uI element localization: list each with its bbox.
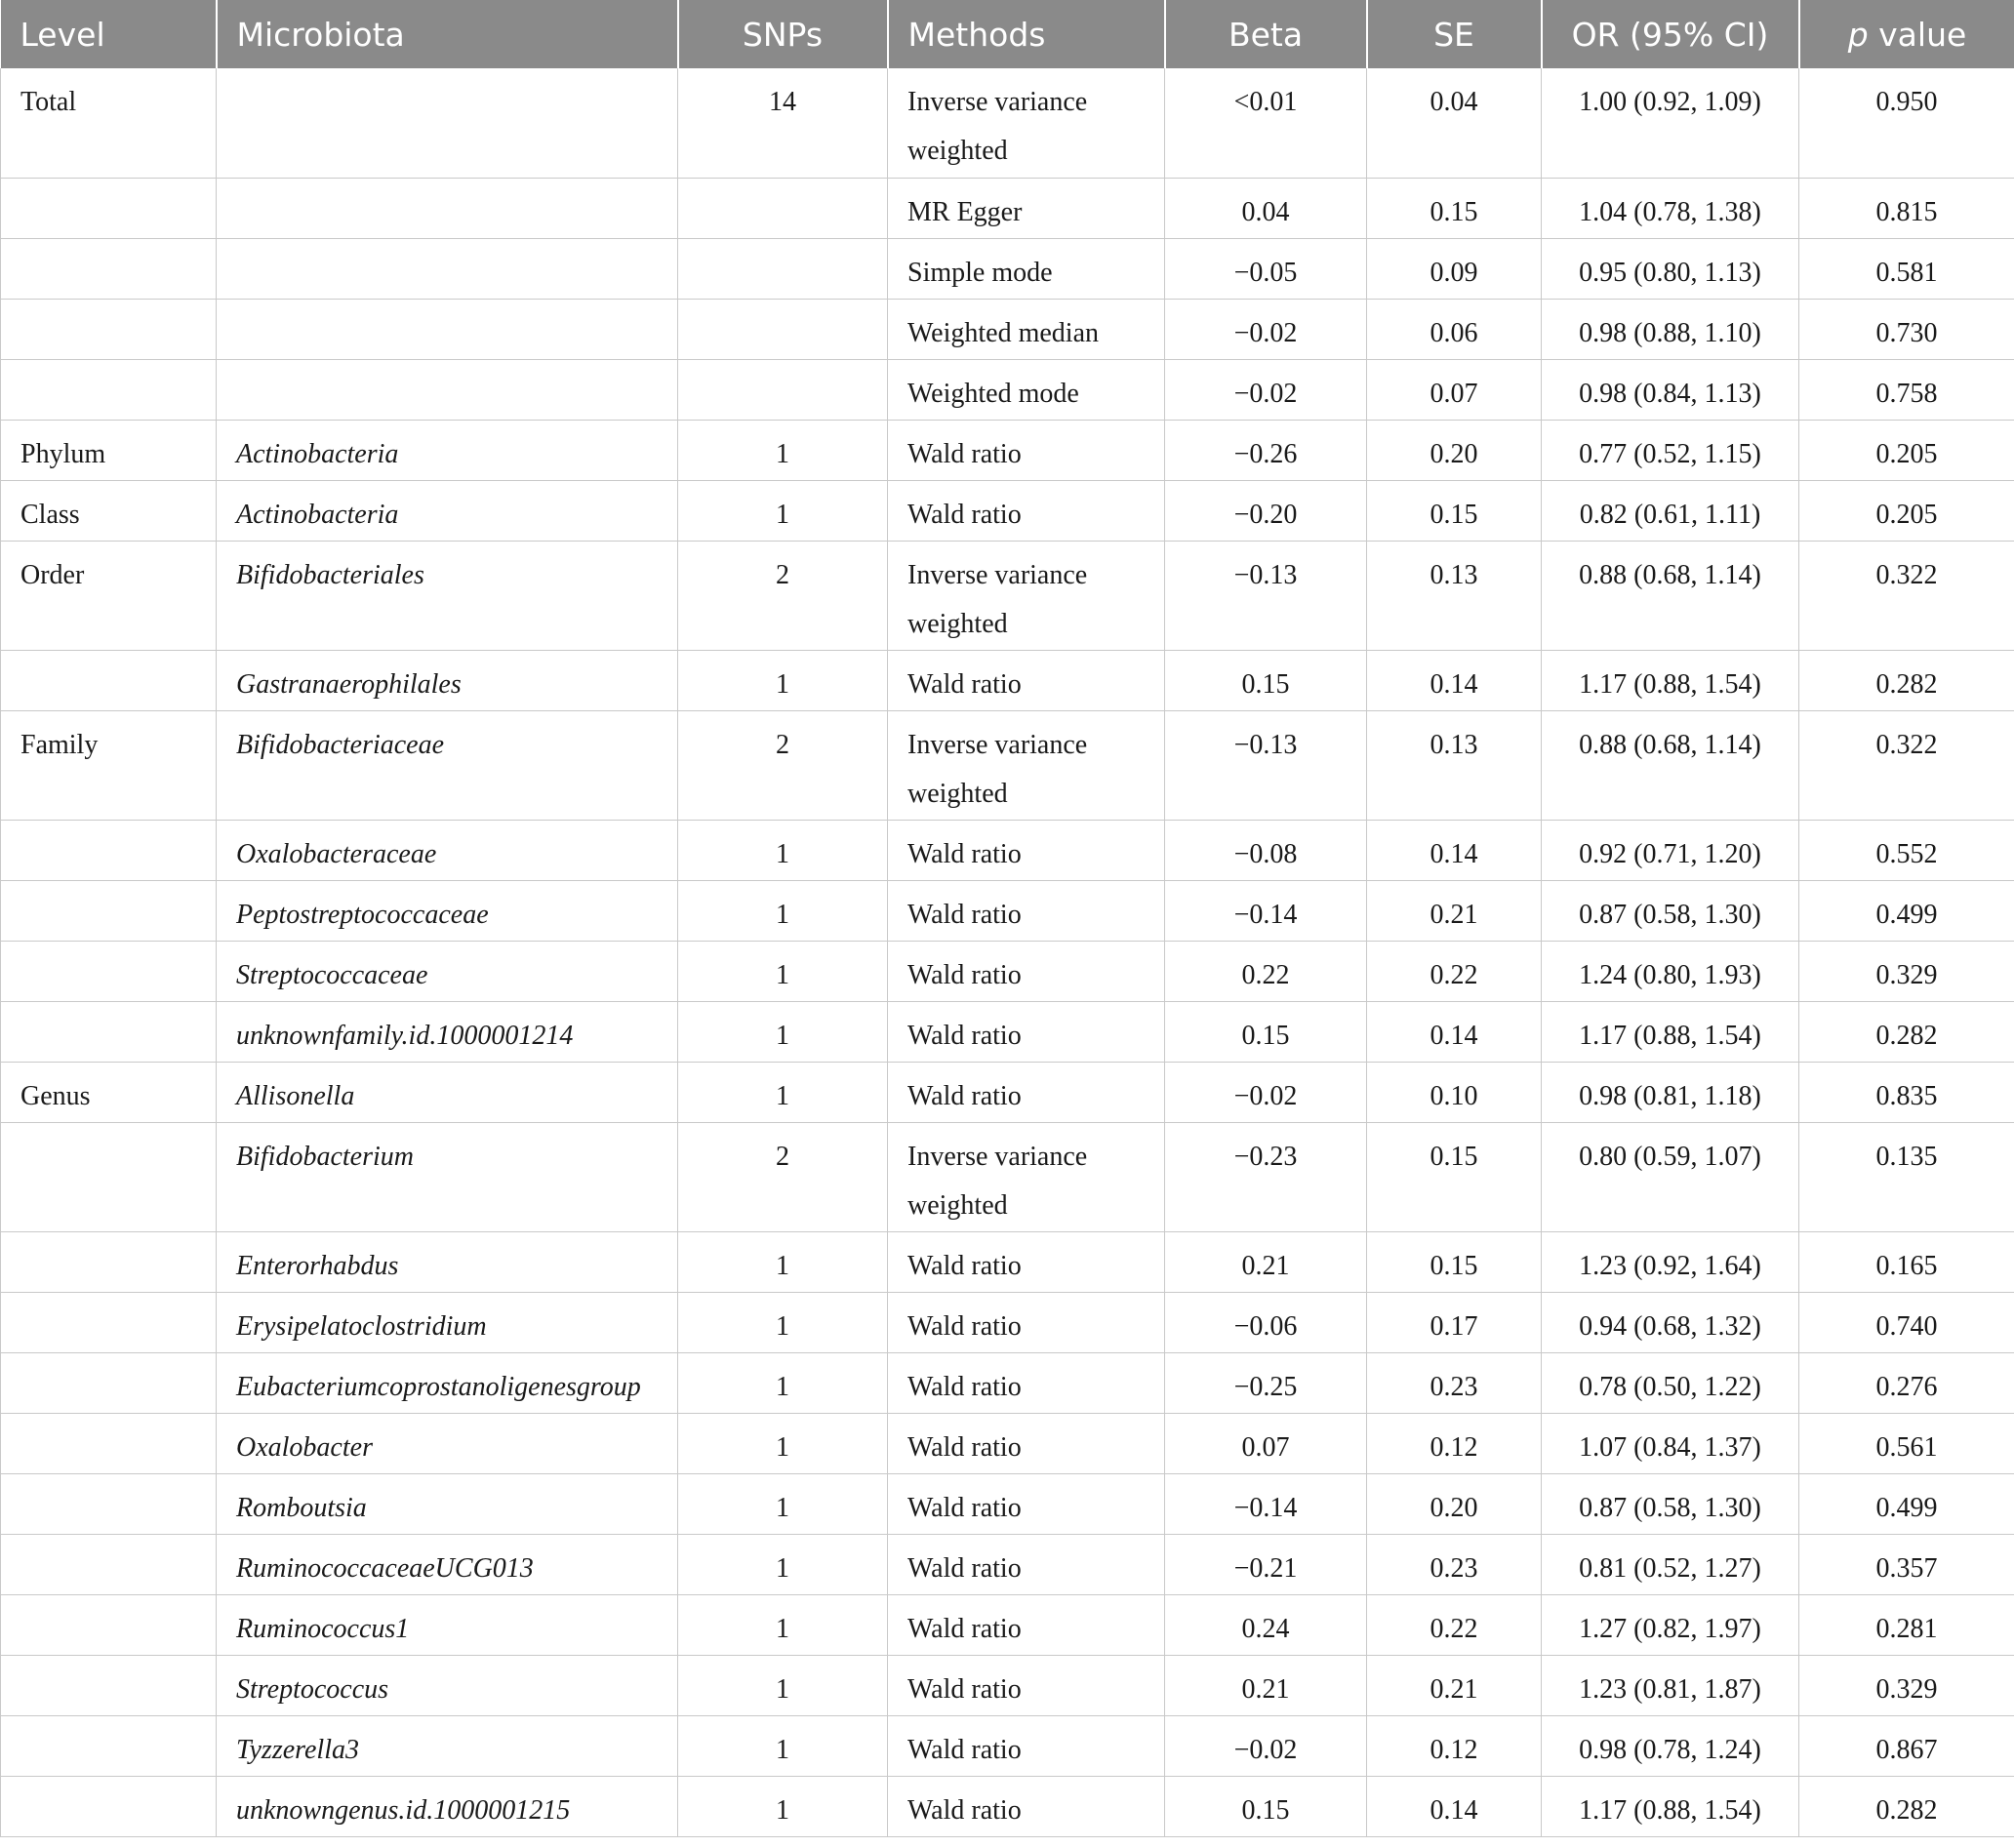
cell-se: 0.12 bbox=[1367, 1715, 1542, 1776]
cell-level: Family bbox=[1, 710, 217, 820]
table-row bbox=[1, 359, 2014, 420]
table-row bbox=[1, 420, 2014, 480]
cell-microbiota: Streptococcaceae bbox=[217, 941, 678, 1001]
cell-se: 0.21 bbox=[1367, 1655, 1542, 1715]
cell-or: 1.00 (0.92, 1.09) bbox=[1542, 68, 1799, 178]
cell-snps: 1 bbox=[678, 480, 888, 541]
table-row bbox=[1, 299, 2014, 359]
cell-microbiota: Bifidobacterium bbox=[217, 1122, 678, 1231]
table-row bbox=[1, 650, 2014, 710]
cell-se: 0.14 bbox=[1367, 650, 1542, 710]
cell-level bbox=[1, 1292, 217, 1352]
cell-snps: 1 bbox=[678, 1413, 888, 1473]
cell-or: 0.98 (0.88, 1.10) bbox=[1542, 299, 1799, 359]
cell-or: 0.98 (0.78, 1.24) bbox=[1542, 1715, 1799, 1776]
cell-method: Wald ratio bbox=[888, 1413, 1165, 1473]
cell-p-value: 0.867 bbox=[1799, 1715, 2014, 1776]
cell-se: 0.14 bbox=[1367, 1001, 1542, 1062]
cell-beta: −0.02 bbox=[1165, 299, 1367, 359]
table-row bbox=[1, 1122, 2014, 1231]
cell-beta: −0.08 bbox=[1165, 820, 1367, 880]
cell-level bbox=[1, 359, 217, 420]
cell-beta: −0.02 bbox=[1165, 1715, 1367, 1776]
cell-snps: 1 bbox=[678, 880, 888, 941]
header-beta: Beta bbox=[1165, 0, 1367, 68]
table-row bbox=[1, 820, 2014, 880]
cell-p-value: 0.835 bbox=[1799, 1062, 2014, 1122]
cell-p-value: 0.730 bbox=[1799, 299, 2014, 359]
cell-or: 0.95 (0.80, 1.13) bbox=[1542, 238, 1799, 299]
cell-level: Total bbox=[1, 68, 217, 178]
cell-microbiota: Oxalobacter bbox=[217, 1413, 678, 1473]
table-row bbox=[1, 1231, 2014, 1292]
header-level: Level bbox=[1, 0, 217, 68]
cell-method: MR Egger bbox=[888, 178, 1165, 238]
cell-microbiota: unknownfamily.id.1000001214 bbox=[217, 1001, 678, 1062]
cell-level: Genus bbox=[1, 1062, 217, 1122]
cell-or: 0.81 (0.52, 1.27) bbox=[1542, 1534, 1799, 1594]
cell-microbiota: Romboutsia bbox=[217, 1473, 678, 1534]
cell-method: Wald ratio bbox=[888, 880, 1165, 941]
cell-level bbox=[1, 178, 217, 238]
cell-level bbox=[1, 1715, 217, 1776]
cell-or: 0.88 (0.68, 1.14) bbox=[1542, 541, 1799, 650]
cell-beta: −0.14 bbox=[1165, 880, 1367, 941]
cell-p-value: 0.329 bbox=[1799, 1655, 2014, 1715]
cell-p-value: 0.561 bbox=[1799, 1413, 2014, 1473]
cell-se: 0.15 bbox=[1367, 480, 1542, 541]
cell-microbiota: Enterorhabdus bbox=[217, 1231, 678, 1292]
cell-snps: 14 bbox=[678, 68, 888, 178]
header-snps: SNPs bbox=[678, 0, 888, 68]
cell-or: 0.98 (0.81, 1.18) bbox=[1542, 1062, 1799, 1122]
cell-se: 0.20 bbox=[1367, 1473, 1542, 1534]
cell-or: 0.92 (0.71, 1.20) bbox=[1542, 820, 1799, 880]
cell-level bbox=[1, 820, 217, 880]
cell-microbiota: Ruminococcus1 bbox=[217, 1594, 678, 1655]
cell-beta: 0.24 bbox=[1165, 1594, 1367, 1655]
cell-method: Wald ratio bbox=[888, 1352, 1165, 1413]
cell-beta: −0.13 bbox=[1165, 710, 1367, 820]
cell-se: 0.20 bbox=[1367, 420, 1542, 480]
cell-microbiota: Eubacteriumcoprostanoligenesgroup bbox=[217, 1352, 678, 1413]
cell-or: 0.80 (0.59, 1.07) bbox=[1542, 1122, 1799, 1231]
cell-se: 0.15 bbox=[1367, 178, 1542, 238]
cell-level bbox=[1, 1776, 217, 1836]
cell-or: 0.78 (0.50, 1.22) bbox=[1542, 1352, 1799, 1413]
table-row bbox=[1, 1594, 2014, 1655]
cell-level bbox=[1, 1655, 217, 1715]
cell-beta: −0.14 bbox=[1165, 1473, 1367, 1534]
cell-microbiota bbox=[217, 178, 678, 238]
cell-p-value: 0.552 bbox=[1799, 820, 2014, 880]
cell-se: 0.12 bbox=[1367, 1413, 1542, 1473]
cell-method: Wald ratio bbox=[888, 650, 1165, 710]
cell-snps: 2 bbox=[678, 541, 888, 650]
cell-snps: 1 bbox=[678, 1776, 888, 1836]
cell-method: Wald ratio bbox=[888, 1655, 1165, 1715]
cell-microbiota: Actinobacteria bbox=[217, 420, 678, 480]
cell-beta: −0.02 bbox=[1165, 1062, 1367, 1122]
table-row bbox=[1, 1413, 2014, 1473]
cell-microbiota: Bifidobacteriaceae bbox=[217, 710, 678, 820]
table-row bbox=[1, 710, 2014, 820]
cell-p-value: 0.282 bbox=[1799, 1776, 2014, 1836]
cell-beta: −0.25 bbox=[1165, 1352, 1367, 1413]
cell-se: 0.15 bbox=[1367, 1231, 1542, 1292]
cell-microbiota bbox=[217, 299, 678, 359]
cell-snps: 1 bbox=[678, 1534, 888, 1594]
cell-level: Class bbox=[1, 480, 217, 541]
cell-p-value: 0.322 bbox=[1799, 710, 2014, 820]
table-row bbox=[1, 68, 2014, 178]
cell-or: 1.04 (0.78, 1.38) bbox=[1542, 178, 1799, 238]
cell-or: 0.87 (0.58, 1.30) bbox=[1542, 1473, 1799, 1534]
table-row bbox=[1, 238, 2014, 299]
cell-snps bbox=[678, 238, 888, 299]
cell-or: 1.24 (0.80, 1.93) bbox=[1542, 941, 1799, 1001]
header-row bbox=[1, 0, 2014, 68]
cell-se: 0.06 bbox=[1367, 299, 1542, 359]
header-p-rest: value bbox=[1868, 15, 1967, 54]
cell-or: 0.82 (0.61, 1.11) bbox=[1542, 480, 1799, 541]
cell-microbiota: Erysipelatoclostridium bbox=[217, 1292, 678, 1352]
cell-snps: 1 bbox=[678, 1655, 888, 1715]
cell-p-value: 0.282 bbox=[1799, 1001, 2014, 1062]
cell-or: 1.27 (0.82, 1.97) bbox=[1542, 1594, 1799, 1655]
cell-p-value: 0.499 bbox=[1799, 880, 2014, 941]
cell-or: 1.17 (0.88, 1.54) bbox=[1542, 1001, 1799, 1062]
cell-snps: 1 bbox=[678, 820, 888, 880]
cell-p-value: 0.276 bbox=[1799, 1352, 2014, 1413]
cell-method: Wald ratio bbox=[888, 1594, 1165, 1655]
cell-se: 0.09 bbox=[1367, 238, 1542, 299]
cell-method: Weighted median bbox=[888, 299, 1165, 359]
cell-p-value: 0.499 bbox=[1799, 1473, 2014, 1534]
cell-method: Wald ratio bbox=[888, 1715, 1165, 1776]
cell-se: 0.22 bbox=[1367, 1594, 1542, 1655]
cell-or: 1.23 (0.92, 1.64) bbox=[1542, 1231, 1799, 1292]
cell-method: Wald ratio bbox=[888, 1292, 1165, 1352]
cell-beta: −0.21 bbox=[1165, 1534, 1367, 1594]
cell-p-value: 0.740 bbox=[1799, 1292, 2014, 1352]
table-row bbox=[1, 1655, 2014, 1715]
cell-beta: −0.06 bbox=[1165, 1292, 1367, 1352]
cell-method: Wald ratio bbox=[888, 420, 1165, 480]
table-row bbox=[1, 1473, 2014, 1534]
table-row bbox=[1, 1352, 2014, 1413]
cell-method: Wald ratio bbox=[888, 1231, 1165, 1292]
cell-level bbox=[1, 880, 217, 941]
cell-level bbox=[1, 650, 217, 710]
cell-or: 0.98 (0.84, 1.13) bbox=[1542, 359, 1799, 420]
cell-method: Inverse variance weighted bbox=[888, 710, 1165, 820]
cell-level bbox=[1, 299, 217, 359]
cell-snps bbox=[678, 299, 888, 359]
cell-level bbox=[1, 1413, 217, 1473]
header-microbiota: Microbiota bbox=[217, 0, 678, 68]
cell-method: Weighted mode bbox=[888, 359, 1165, 420]
cell-p-value: 0.282 bbox=[1799, 650, 2014, 710]
cell-p-value: 0.205 bbox=[1799, 480, 2014, 541]
cell-method: Wald ratio bbox=[888, 1001, 1165, 1062]
cell-beta: 0.21 bbox=[1165, 1655, 1367, 1715]
cell-microbiota: Allisonella bbox=[217, 1062, 678, 1122]
cell-p-value: 0.135 bbox=[1799, 1122, 2014, 1231]
cell-method: Inverse variance weighted bbox=[888, 541, 1165, 650]
cell-se: 0.14 bbox=[1367, 1776, 1542, 1836]
cell-method: Wald ratio bbox=[888, 1062, 1165, 1122]
table-row bbox=[1, 941, 2014, 1001]
cell-snps bbox=[678, 178, 888, 238]
cell-or: 1.07 (0.84, 1.37) bbox=[1542, 1413, 1799, 1473]
cell-beta: −0.20 bbox=[1165, 480, 1367, 541]
cell-se: 0.14 bbox=[1367, 820, 1542, 880]
cell-level bbox=[1, 1001, 217, 1062]
cell-method: Inverse variance weighted bbox=[888, 68, 1165, 178]
cell-se: 0.17 bbox=[1367, 1292, 1542, 1352]
cell-beta: −0.02 bbox=[1165, 359, 1367, 420]
cell-or: 1.23 (0.81, 1.87) bbox=[1542, 1655, 1799, 1715]
cell-level: Phylum bbox=[1, 420, 217, 480]
cell-se: 0.23 bbox=[1367, 1352, 1542, 1413]
cell-se: 0.21 bbox=[1367, 880, 1542, 941]
cell-snps: 1 bbox=[678, 1594, 888, 1655]
cell-microbiota bbox=[217, 238, 678, 299]
cell-level bbox=[1, 1473, 217, 1534]
cell-beta: −0.23 bbox=[1165, 1122, 1367, 1231]
cell-snps: 1 bbox=[678, 1715, 888, 1776]
cell-level bbox=[1, 1594, 217, 1655]
cell-or: 0.94 (0.68, 1.32) bbox=[1542, 1292, 1799, 1352]
cell-snps: 2 bbox=[678, 710, 888, 820]
cell-p-value: 0.581 bbox=[1799, 238, 2014, 299]
cell-microbiota: Peptostreptococcaceae bbox=[217, 880, 678, 941]
cell-beta: 0.21 bbox=[1165, 1231, 1367, 1292]
cell-or: 1.17 (0.88, 1.54) bbox=[1542, 650, 1799, 710]
cell-level bbox=[1, 1231, 217, 1292]
cell-se: 0.07 bbox=[1367, 359, 1542, 420]
cell-snps: 1 bbox=[678, 1292, 888, 1352]
cell-method: Wald ratio bbox=[888, 480, 1165, 541]
cell-beta: 0.15 bbox=[1165, 1001, 1367, 1062]
cell-snps: 1 bbox=[678, 941, 888, 1001]
cell-se: 0.22 bbox=[1367, 941, 1542, 1001]
cell-beta: 0.04 bbox=[1165, 178, 1367, 238]
cell-microbiota: Oxalobacteraceae bbox=[217, 820, 678, 880]
cell-beta: −0.13 bbox=[1165, 541, 1367, 650]
cell-beta: 0.07 bbox=[1165, 1413, 1367, 1473]
cell-or: 0.77 (0.52, 1.15) bbox=[1542, 420, 1799, 480]
cell-or: 0.88 (0.68, 1.14) bbox=[1542, 710, 1799, 820]
cell-microbiota: Tyzzerella3 bbox=[217, 1715, 678, 1776]
cell-microbiota: unknowngenus.id.1000001215 bbox=[217, 1776, 678, 1836]
cell-snps: 1 bbox=[678, 420, 888, 480]
table-row bbox=[1, 541, 2014, 650]
cell-level bbox=[1, 1122, 217, 1231]
cell-p-value: 0.329 bbox=[1799, 941, 2014, 1001]
cell-method: Inverse variance weighted bbox=[888, 1122, 1165, 1231]
header-se: SE bbox=[1367, 0, 1542, 68]
cell-p-value: 0.281 bbox=[1799, 1594, 2014, 1655]
cell-method: Wald ratio bbox=[888, 941, 1165, 1001]
cell-microbiota: Bifidobacteriales bbox=[217, 541, 678, 650]
cell-p-value: 0.815 bbox=[1799, 178, 2014, 238]
cell-p-value: 0.758 bbox=[1799, 359, 2014, 420]
cell-microbiota: RuminococcaceaeUCG013 bbox=[217, 1534, 678, 1594]
cell-method: Wald ratio bbox=[888, 1473, 1165, 1534]
table-row bbox=[1, 1534, 2014, 1594]
header-methods: Methods bbox=[888, 0, 1165, 68]
table-row bbox=[1, 1776, 2014, 1836]
cell-level bbox=[1, 941, 217, 1001]
cell-p-value: 0.950 bbox=[1799, 68, 2014, 178]
cell-or: 1.17 (0.88, 1.54) bbox=[1542, 1776, 1799, 1836]
cell-beta: 0.22 bbox=[1165, 941, 1367, 1001]
cell-snps: 1 bbox=[678, 1001, 888, 1062]
cell-microbiota bbox=[217, 359, 678, 420]
table-row bbox=[1, 1715, 2014, 1776]
cell-snps: 2 bbox=[678, 1122, 888, 1231]
cell-level bbox=[1, 238, 217, 299]
table-row bbox=[1, 1062, 2014, 1122]
cell-beta: <0.01 bbox=[1165, 68, 1367, 178]
cell-snps: 1 bbox=[678, 650, 888, 710]
table-row bbox=[1, 1001, 2014, 1062]
cell-beta: −0.26 bbox=[1165, 420, 1367, 480]
cell-method: Wald ratio bbox=[888, 820, 1165, 880]
table-header bbox=[1, 0, 2014, 68]
cell-beta: 0.15 bbox=[1165, 650, 1367, 710]
table-body bbox=[1, 68, 2014, 1836]
cell-microbiota: Actinobacteria bbox=[217, 480, 678, 541]
cell-level: Order bbox=[1, 541, 217, 650]
header-or: OR (95% CI) bbox=[1542, 0, 1799, 68]
header-p-italic: p bbox=[1847, 15, 1869, 54]
cell-snps: 1 bbox=[678, 1352, 888, 1413]
cell-snps: 1 bbox=[678, 1062, 888, 1122]
cell-beta: 0.15 bbox=[1165, 1776, 1367, 1836]
cell-se: 0.15 bbox=[1367, 1122, 1542, 1231]
cell-beta: −0.05 bbox=[1165, 238, 1367, 299]
cell-microbiota: Gastranaerophilales bbox=[217, 650, 678, 710]
table-row bbox=[1, 178, 2014, 238]
header-p-value bbox=[1799, 0, 2014, 68]
cell-microbiota bbox=[217, 68, 678, 178]
cell-level bbox=[1, 1534, 217, 1594]
cell-p-value: 0.322 bbox=[1799, 541, 2014, 650]
cell-p-value: 0.205 bbox=[1799, 420, 2014, 480]
cell-snps: 1 bbox=[678, 1231, 888, 1292]
cell-snps: 1 bbox=[678, 1473, 888, 1534]
cell-se: 0.10 bbox=[1367, 1062, 1542, 1122]
cell-method: Wald ratio bbox=[888, 1776, 1165, 1836]
cell-se: 0.23 bbox=[1367, 1534, 1542, 1594]
cell-method: Simple mode bbox=[888, 238, 1165, 299]
cell-or: 0.87 (0.58, 1.30) bbox=[1542, 880, 1799, 941]
cell-se: 0.04 bbox=[1367, 68, 1542, 178]
cell-snps bbox=[678, 359, 888, 420]
cell-p-value: 0.165 bbox=[1799, 1231, 2014, 1292]
cell-p-value: 0.357 bbox=[1799, 1534, 2014, 1594]
cell-method: Wald ratio bbox=[888, 1534, 1165, 1594]
cell-microbiota: Streptococcus bbox=[217, 1655, 678, 1715]
cell-se: 0.13 bbox=[1367, 710, 1542, 820]
cell-level bbox=[1, 1352, 217, 1413]
table-row bbox=[1, 480, 2014, 541]
table-row bbox=[1, 1292, 2014, 1352]
table-row bbox=[1, 880, 2014, 941]
cell-se: 0.13 bbox=[1367, 541, 1542, 650]
